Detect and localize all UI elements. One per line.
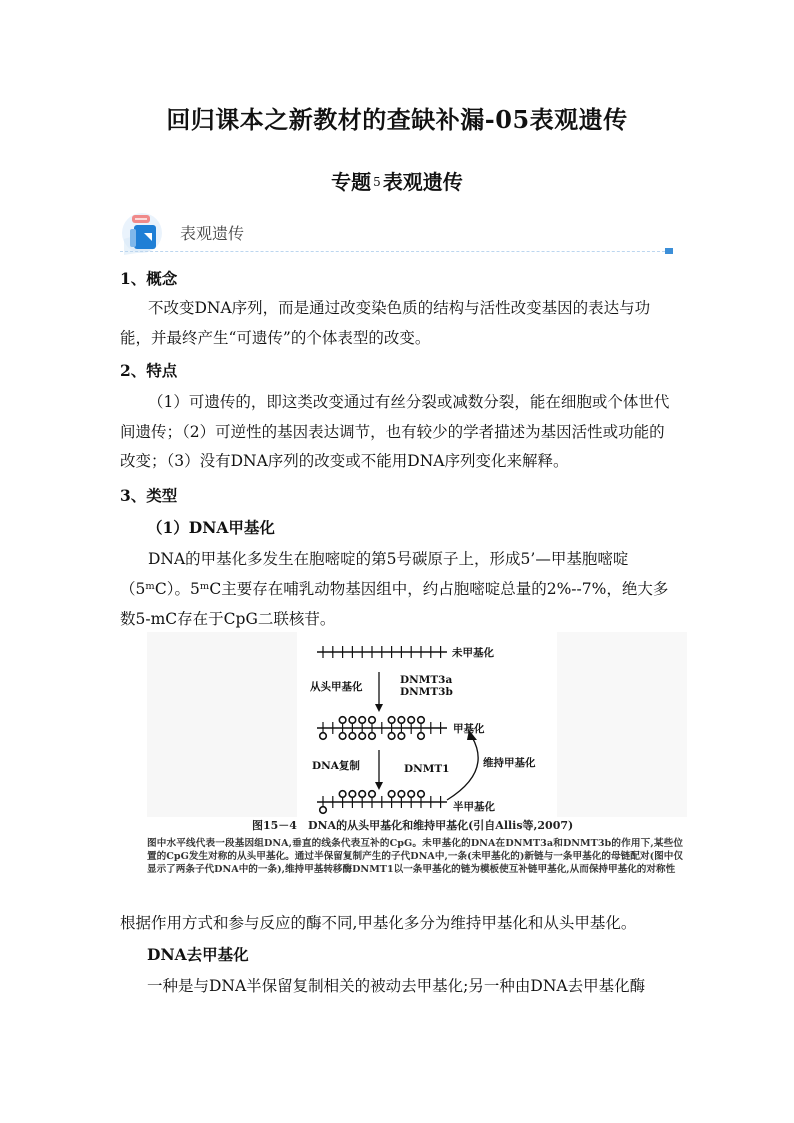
section-3-heading: 3、类型 [120,486,178,505]
methyl-group [349,717,356,724]
figure-caption: 图15－4 DNA的从头甲基化和维持甲基化(引自Allis等,2007) [252,819,574,832]
methyl-group [349,791,356,798]
methyl-group [359,791,366,798]
methyl-group [398,717,405,724]
page-subtitle [0,166,794,195]
subsection-dna-methylation-heading: （1）DNA甲基化 [147,518,275,537]
methylation-figure [147,632,687,887]
methyl-group [398,791,405,798]
label-maintenance: 维持甲基化 [483,757,536,769]
label-methylated: 甲基化 [453,723,485,735]
methyl-group [388,717,395,724]
methyl-group [408,791,415,798]
label-denovo: 从头甲基化 [310,681,363,693]
methyl-group [369,791,376,798]
section-1-heading: 1、概念 [120,269,178,288]
book-logo-icon [120,211,164,255]
hemimethylated-strand [317,791,447,814]
banner-divider [120,251,665,252]
label-dnmt1: DNMT1 [404,763,450,775]
label-replication: DNA复制 [312,760,360,772]
demethylation-paragraph: 一种是与DNA半保留复制相关的被动去甲基化;另一种由DNA去甲基化酶 [147,977,646,995]
methyl-group [388,791,395,798]
label-hemimethylated: 半甲基化 [453,801,495,813]
methyl-group [418,733,425,740]
section-1-text: 不改变DNA序列，而是通过改变染色质的结构与活性改变基因的表达与功能，并最终产生“可遗传”的个体表型的改变。 [120,299,651,347]
label-dnmt3b: DNMT3b [400,686,453,698]
methyl-group [369,733,376,740]
figure-note: 图中水平线代表一段基因组DNA,垂直的线条代表互补的CpG。未甲基化的DNA在DNMT3a和DNMT3b的作用下,某些位置的CpG发生对称的从头甲基化。通过半保留复制产生的子代DNA中,一条(未甲基化的)新链与一条甲基化的母链配对(图中仅显示了两条子代DNA中的一条),维持甲基转移酶DNMT1以一条甲基化的链为模板使互补链甲基化,从而保持甲基化的对称性 [147,838,683,875]
methyl-group [320,807,327,814]
label-unmethylated: 未甲基化 [452,647,494,659]
methyl-group [359,717,366,724]
methylated-strand [317,717,447,740]
banner-label: 表观遗传 [180,224,245,243]
subtitle-suffix: 表观遗传 [382,170,463,194]
subtitle-prefix: 专题 [331,170,372,194]
methyl-group [320,733,327,740]
section-2-heading: 2、特点 [120,361,178,380]
subsection-demethylation-heading: DNA去甲基化 [147,945,249,964]
section-2-text: （1）可遗传的，即这类改变通过有丝分裂或减数分裂，能在细胞或个体世代间遗传；（2）可逆性的基因表达调节，也有较少的学者描述为基因活性或功能的改变；（3）没有DNA序列的改变或不能用DNA序列变化来解释。 [120,393,670,470]
section-banner [120,205,675,257]
methyl-group [359,733,366,740]
methyl-group [339,717,346,724]
subtitle-number: 5 [373,175,381,189]
methyl-group [418,791,425,798]
banner-accent-square [665,248,673,254]
unmethylated-strand [317,646,447,658]
methyl-group [369,717,376,724]
methyl-group [339,733,346,740]
methylation-paragraph: DNA的甲基化多发生在胞嘧啶的第5号碳原子上，形成5’—甲基胞嘧啶（5ᵐC）。5ᵐC主要存在哺乳动物基因组中，约占胞嘧啶总量的2%--7%，绝大多数5-mC存在于CpG二联核苷。 [120,550,669,628]
methyl-group [418,717,425,724]
methyl-group [398,733,405,740]
methylation-diagram [147,632,687,817]
methyl-group [388,733,395,740]
methyl-group [349,733,356,740]
methyl-group [408,717,415,724]
enzymes-paragraph: 根据作用方式和参与反应的酶不同,甲基化多分为维持甲基化和从头甲基化。 [120,914,637,932]
page-title: 回归课本之新教材的查缺补漏-05表观遗传 [166,105,628,134]
label-dnmt3a: DNMT3a [400,674,453,686]
methyl-group [339,791,346,798]
